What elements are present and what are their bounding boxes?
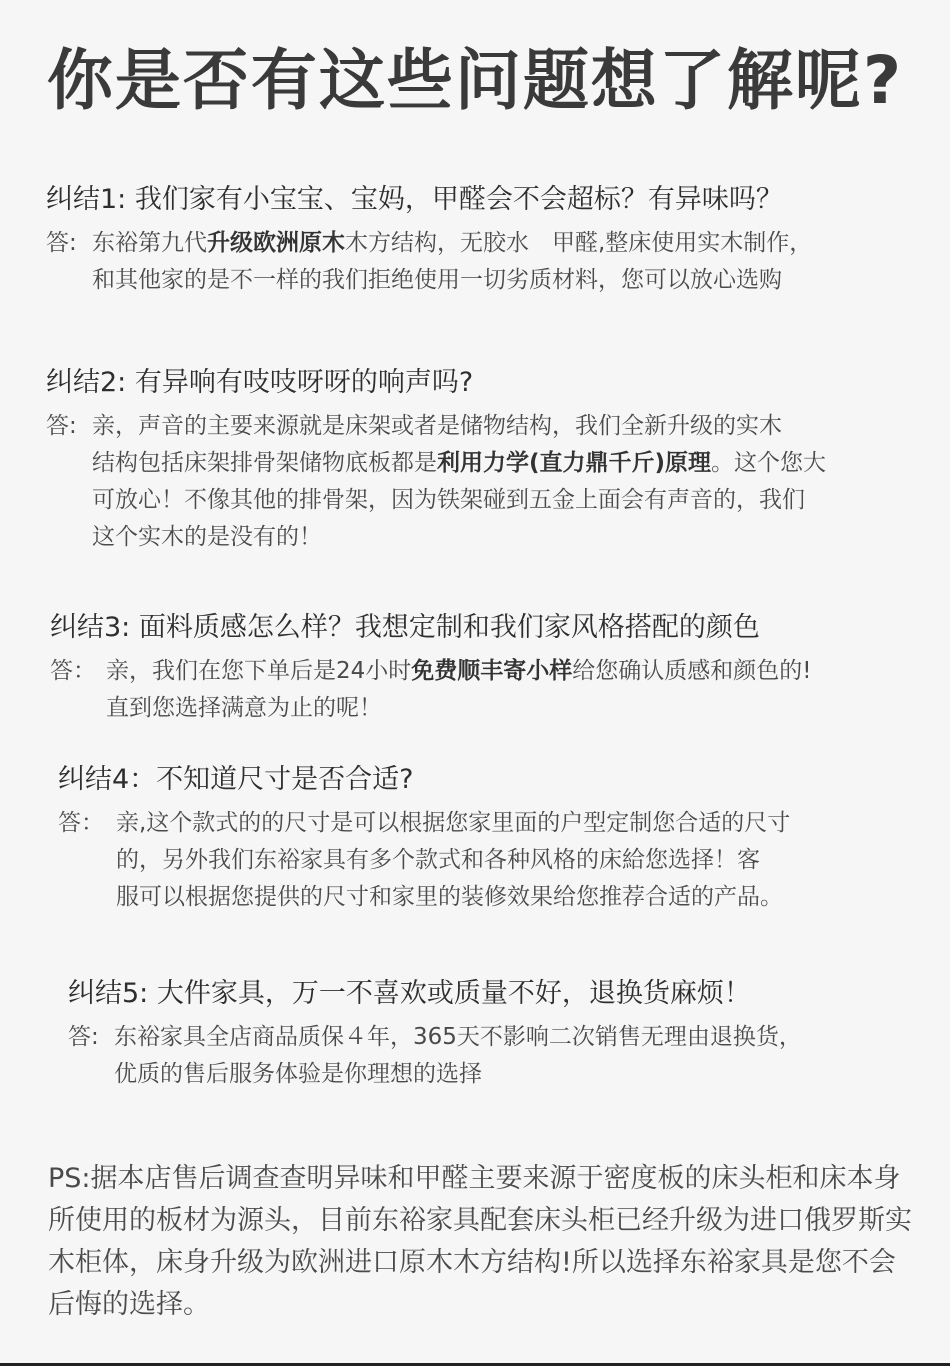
answer-line (116, 805, 790, 842)
answer-line (92, 519, 826, 556)
answer-text: 东裕第九代 (92, 230, 207, 257)
faq-item (58, 762, 790, 916)
answer-label: 答: (68, 1024, 99, 1051)
ps-note: PS:据本店售后调查查明异味和甲醛主要来源于密度板的床头柜和床本身所使用的板材为源头，目前东裕家具配套床头柜已经升级为进口俄罗斯实木柜体，床身升级为欧洲进口原木木方结构!所以选择东裕家具是您不会后悔的选择。 (48, 1163, 912, 1320)
answer-line (114, 1056, 802, 1093)
page-title: 你是否有这些问题想了解呢? (46, 42, 904, 119)
answer-text: 优质的售后服务体验是你理想的选择 (114, 1061, 482, 1088)
answer-text: 东裕家具全店商品质保４年，365天不影响二次销售无理由退换货， (114, 1024, 802, 1051)
answer-highlight: 利用力学(直力鼎千斤)原理 (437, 450, 712, 477)
faq-answer (58, 805, 790, 916)
answer-body (58, 805, 790, 916)
answer-body (46, 225, 812, 299)
answer-highlight: 免费顺丰寄小样 (411, 658, 573, 685)
faq-answer (46, 225, 812, 299)
answer-line (116, 842, 790, 879)
answer-text: 亲，我们在您下单后是24小时 (106, 658, 412, 685)
answer-line (116, 879, 790, 916)
answer-body (46, 408, 826, 556)
answer-label: 答: (46, 230, 77, 257)
answer-text: 结构包括床架排骨架储物底板都是 (92, 450, 437, 477)
answer-text: 给您确认质感和颜色的! (572, 658, 812, 685)
answer-text: 亲,这个款式的的尺寸是可以根据您家里面的户型定制您合适的尺寸 (116, 810, 791, 837)
answer-body (68, 1019, 802, 1093)
answer-text: 可放心！不像其他的排骨架，因为铁架碰到五金上面会有声音的，我们 (92, 487, 805, 514)
answer-text: 和其他家的是不一样的我们拒绝使用一切劣质材料，您可以放心选购 (92, 267, 782, 294)
answer-line (92, 262, 812, 299)
answer-text: 这个实木的是没有的！ (92, 524, 322, 551)
answer-line (92, 482, 826, 519)
answer-text: 亲，声音的主要来源就是床架或者是储物结构，我们全新升级的实木 (92, 413, 782, 440)
faq-answer (46, 408, 826, 556)
answer-text: 。这个您大 (711, 450, 827, 477)
faq-question: 纠结3: 面料质感怎么样？我想定制和我们家风格搭配的颜色 (50, 612, 760, 643)
faq-item (68, 976, 802, 1093)
answer-highlight: 升级欧洲原木 (207, 230, 345, 257)
answer-line (92, 445, 826, 482)
answer-body (50, 653, 812, 727)
faq-item (46, 182, 812, 299)
answer-label: 答： (50, 658, 96, 685)
answer-line (114, 1019, 802, 1056)
faq-question: 纠结4：不知道尺寸是否合适? (58, 764, 414, 795)
faq-item (46, 365, 826, 556)
answer-text: 直到您选择满意为止的呢！ (106, 695, 382, 722)
answer-line (92, 225, 812, 262)
answer-text: 木方结构，无胶水 甲醛,整床使用实木制作， (345, 230, 813, 257)
faq-answer (50, 653, 812, 727)
faq-question: 纠结2: 有异响有吱吱呀呀的响声吗? (46, 367, 474, 398)
answer-line (106, 653, 812, 690)
faq-question: 纠结1: 我们家有小宝宝、宝妈，甲醛会不会超标？有异味吗？ (46, 184, 783, 215)
answer-text: 的，另外我们东裕家具有多个款式和各种风格的床給您选择！客 (116, 847, 760, 874)
answer-label: 答： (58, 810, 104, 837)
faq-question: 纠结5: 大件家具，万一不喜欢或质量不好，退换货麻烦！ (68, 978, 751, 1009)
answer-text: 服可以根据您提供的尺寸和家里的装修效果给您推荐合适的产品。 (116, 884, 783, 911)
answer-line (106, 690, 812, 727)
answer-label: 答: (46, 413, 77, 440)
faq-item (50, 610, 812, 727)
answer-line (92, 408, 826, 445)
faq-answer (68, 1019, 802, 1093)
